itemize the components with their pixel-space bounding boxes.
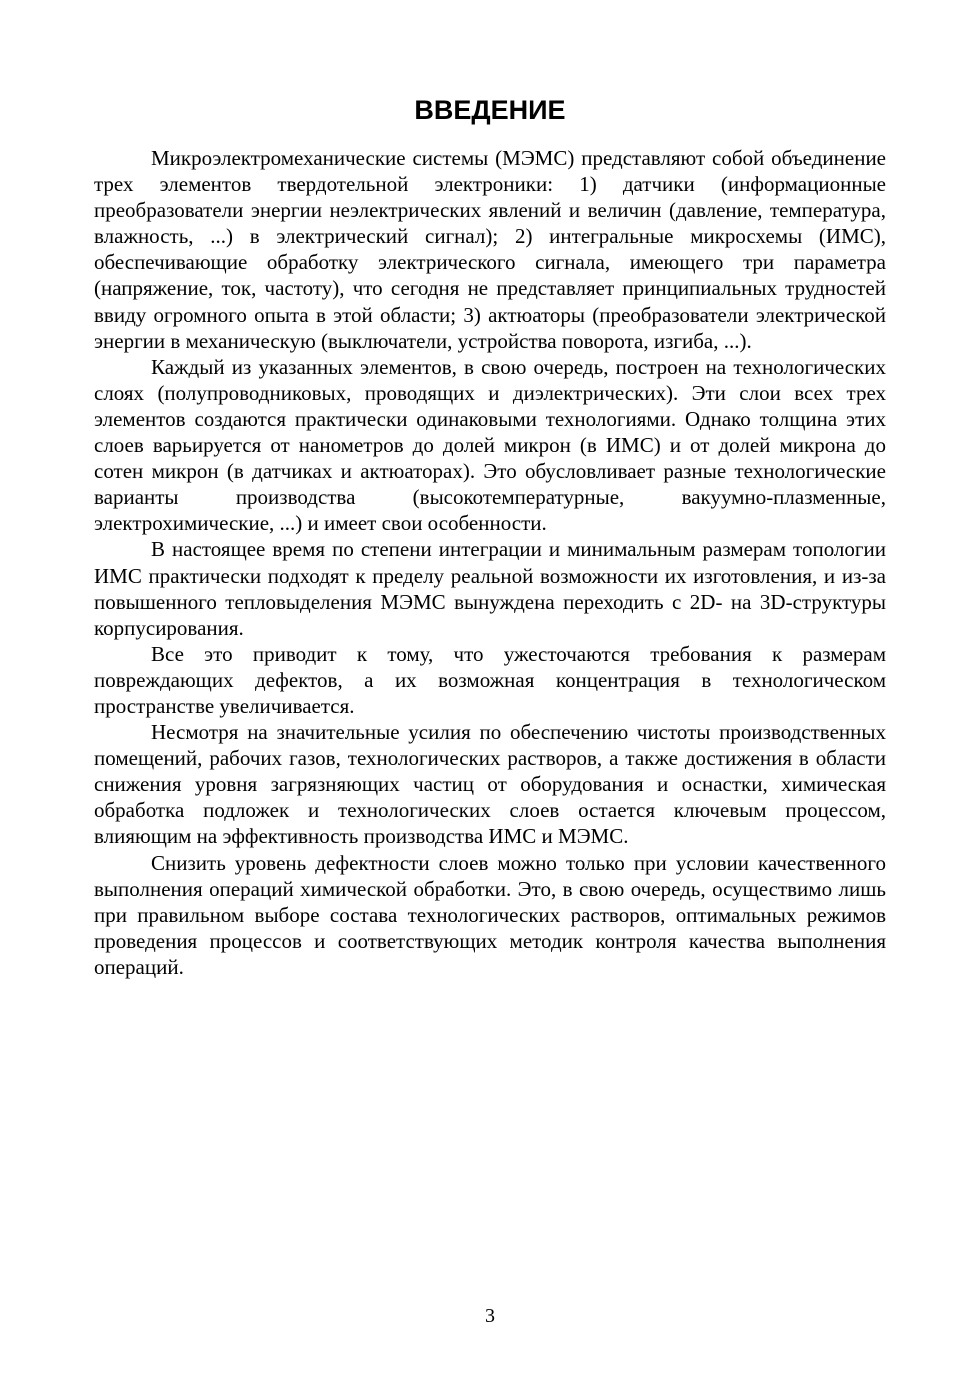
- paragraph-3: В настоящее время по степени интеграции и минимальным размерам топологии ИМС практически подходят к пределу реальной возможности их изготовления, и из-за повышенного тепловыделения МЭМС вынуждена переходить с 2D- на 3D-структуры корпусирования.: [94, 537, 886, 640]
- paragraph-6: Снизить уровень дефектности слоев можно только при условии качественного выполнения операций химической обработки. Это, в свою очередь, осуществимо лишь при правильном выборе состава технологических растворов, оптимальных режимов проведения процессов и соответствующих методик контроля качества выполнения операций.: [94, 850, 886, 979]
- page-number: 3: [485, 1305, 495, 1327]
- paragraph-2: Каждый из указанных элементов, в свою очередь, построен на технологических слоях (полупроводниковых, проводящих и диэлектрических). Эти слои всех трех элементов создаются практически одинаковыми технологиями. Однако толщина этих слоев варьируется от нанометров до долей микрон (в ИМС) и от долей микрона до сотен микрон (в датчиках и актюаторах). Это обусловливает разные технологические варианты производства (высокотемпературные, вакуумно-плазменные, электрохимические, ...) и имеет свои особенности.: [94, 354, 886, 536]
- page-title: ВВЕДЕНИЕ: [414, 95, 566, 125]
- paragraph-4: Все это приводит к тому, что ужесточаются требования к размерам повреждающих дефектов, а их возможная концентрация в технологическом пространстве увеличивается.: [94, 641, 886, 718]
- body-text: [94, 145, 886, 980]
- paragraph-1: Микроэлектромеханические системы (МЭМС) представляют собой объединение трех элементов твердотельной электроники: 1) датчики (информационные преобразователи энергии неэлектрических явлений и величин (давление, температура, влажность, ...) в электрический сигнал); 2) интегральные микросхемы (ИМС), обеспечивающие обработку электрического сигнала, имеющего три параметра (напряжение, ток, частоту), что сегодня не представляет принципиальных трудностей ввиду огромного опыта в этой области; 3) актюаторы (преобразователи электрической энергии в механическую (выключатели, устройства поворота, изгиба, ...).: [94, 146, 886, 353]
- paragraph-5: Несмотря на значительные усилия по обеспечению чистоты производственных помещений, рабочих газов, технологических растворов, а также достижения в области снижения уровня загрязняющих частиц от оборудования и оснастки, химическая обработка подложек и технологических слоев остается ключевым процессом, влияющим на эффективность производства ИМС и МЭМС.: [94, 720, 886, 849]
